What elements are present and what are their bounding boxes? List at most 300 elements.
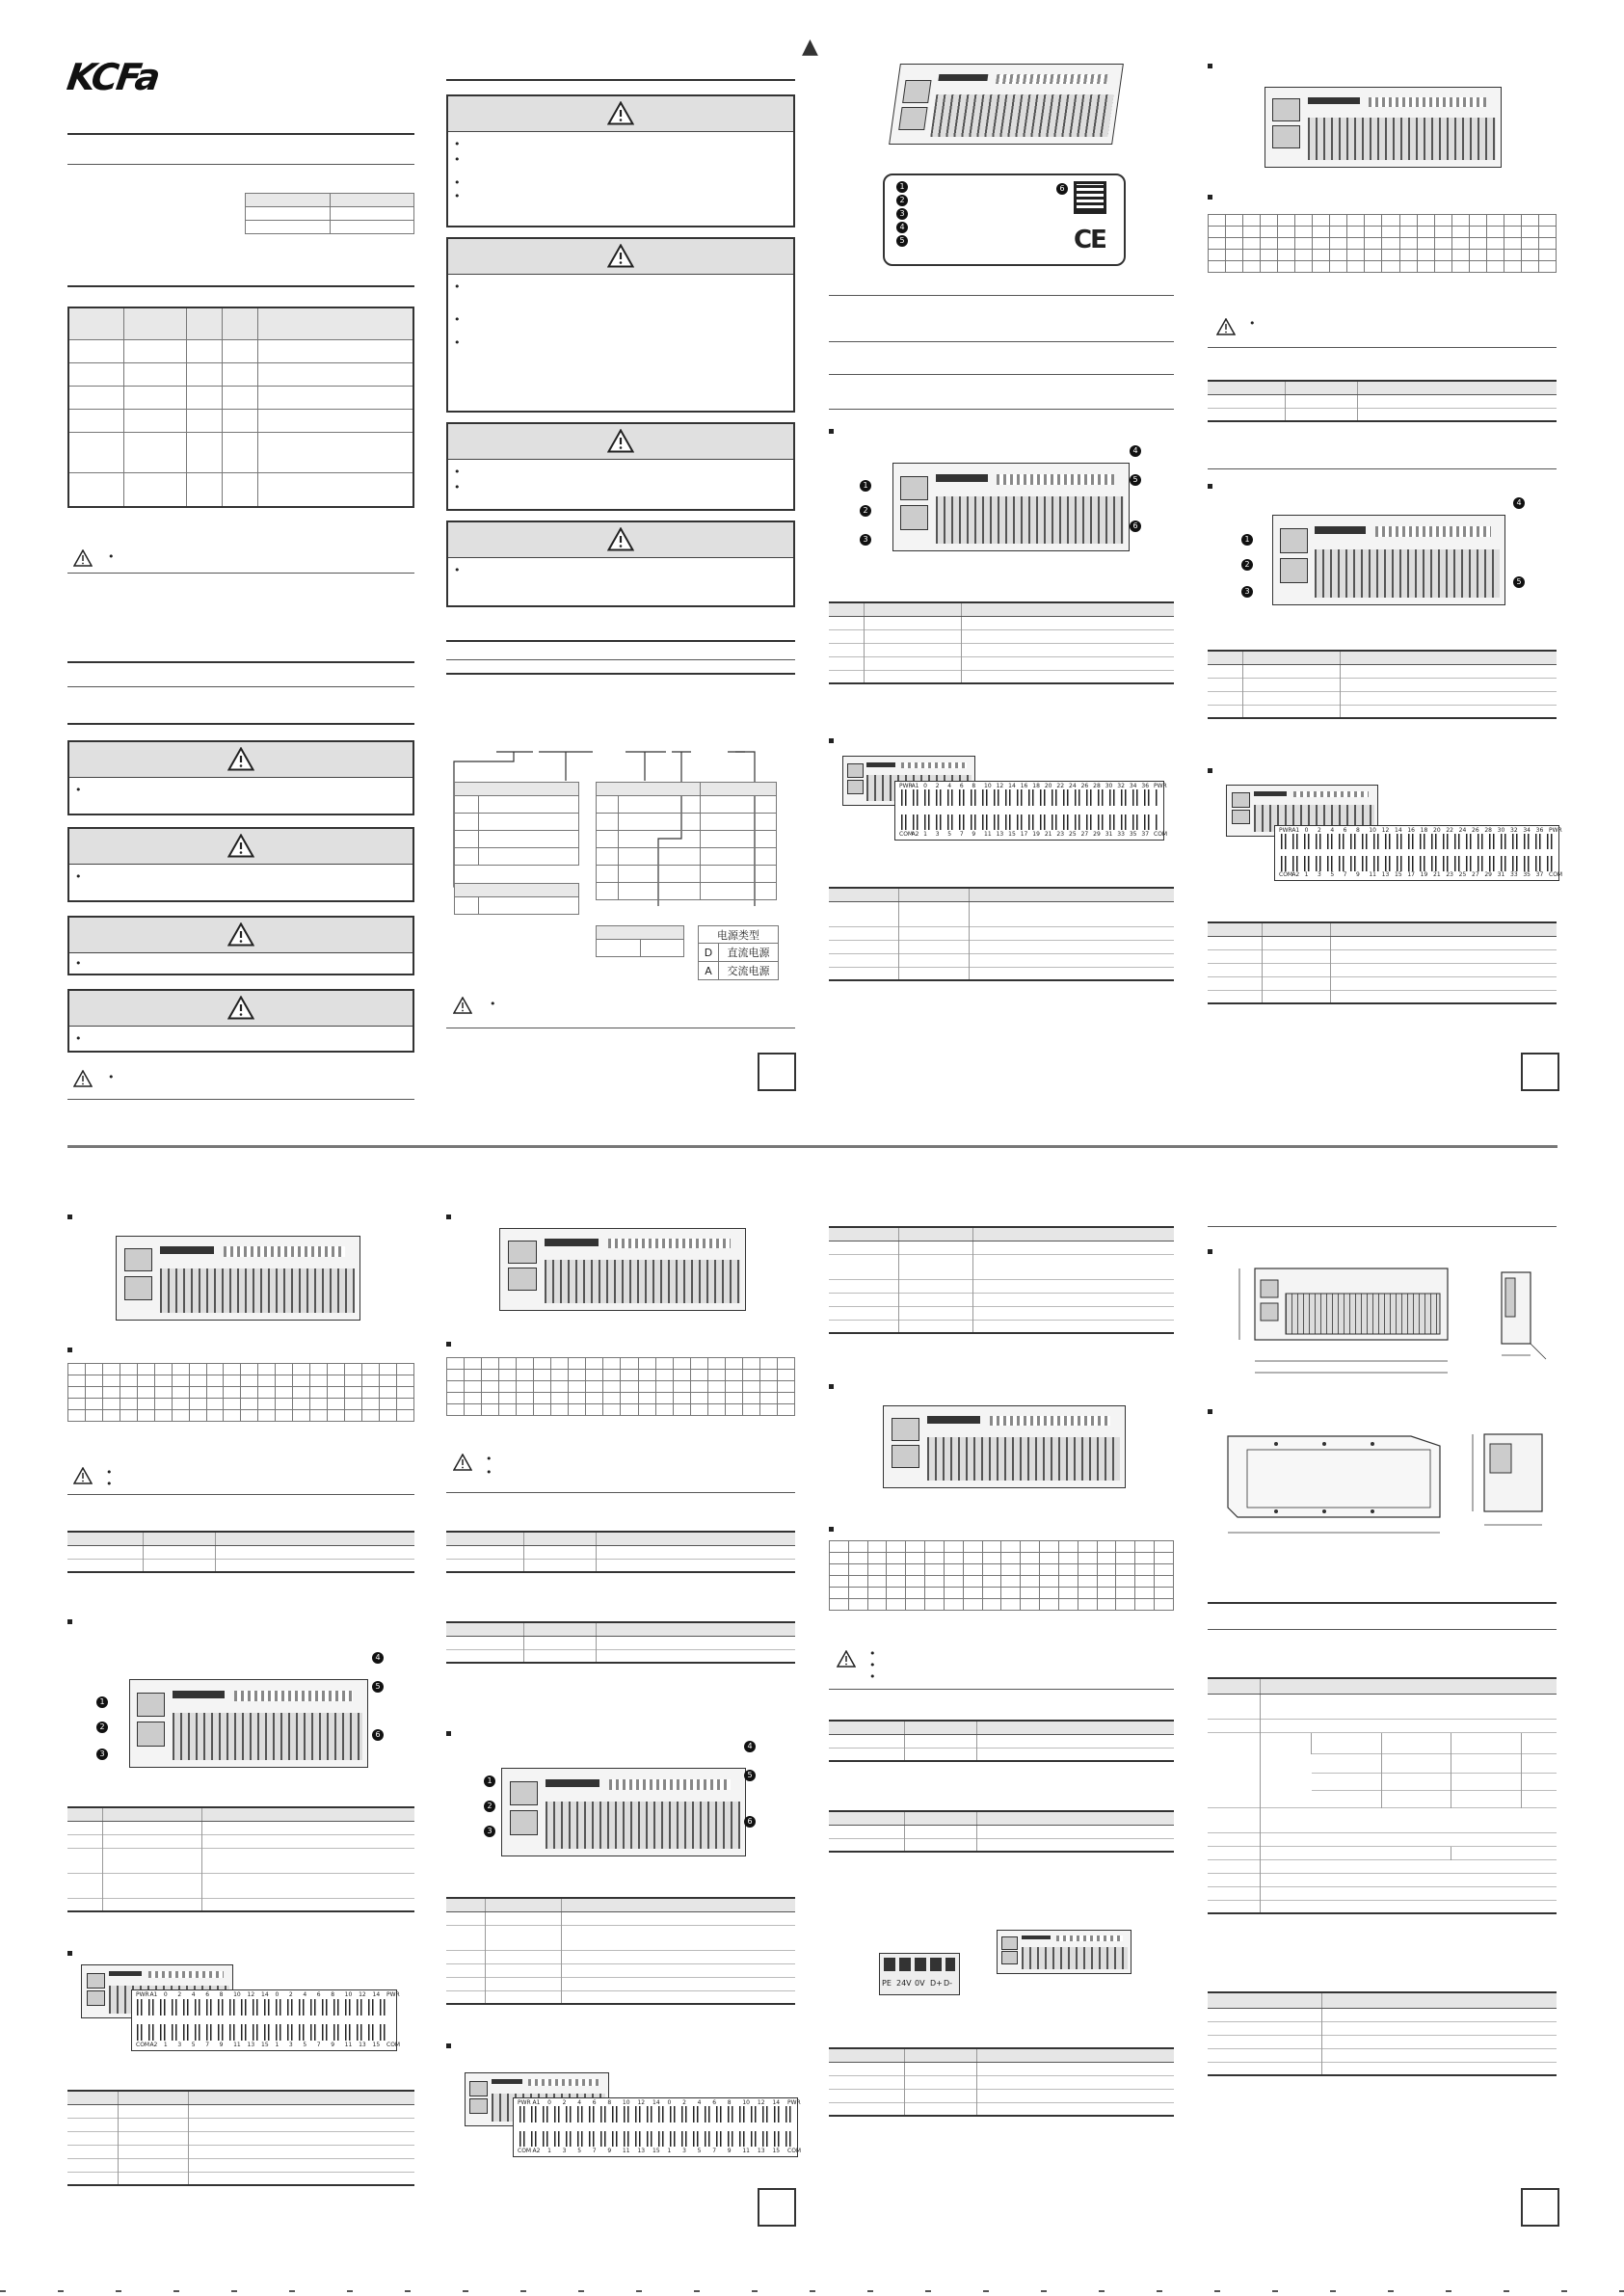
warning-box [67,989,414,1053]
callout-4: 4 [1513,497,1525,509]
power-type-header: 电源类型 [699,926,779,944]
warning-box [446,94,795,227]
terminal-label: 9 [1356,871,1360,878]
callout-3: 3 [1241,586,1253,598]
warning-box [67,827,414,902]
terminal-strip [1274,825,1563,881]
divider [67,1494,414,1495]
terminal-label: 36 [1141,783,1150,789]
terminal-label: 8 [1356,827,1360,834]
warning-icon [227,996,254,1020]
label-number: 4 [896,222,908,233]
terminal-label: 8 [607,2099,612,2106]
section-marker [67,1951,72,1956]
divider [829,374,1174,375]
callout-4: 4 [372,1652,384,1664]
brand-logo: KCFa [64,56,162,98]
terminal-label: 31 [1497,871,1505,878]
section-marker [829,1527,834,1532]
terminal-label: PWR [136,1991,149,1998]
label-number: 2 [896,195,908,206]
bullet: • [75,1032,82,1045]
bullet: • [454,280,461,293]
module-diagram [501,1768,746,1856]
terminal-label: 17 [1407,871,1415,878]
crop-marks [0,2290,1624,2292]
terminal-label: 6 [1343,827,1347,834]
model-table [829,1720,1174,1762]
header-marker: ▲ [802,35,818,59]
section-marker [1208,1249,1212,1254]
terminal-label: 22 [1056,783,1065,789]
terminal-label: COM [386,2042,401,2048]
terminal-label: 19 [1032,831,1040,838]
terminal-label: COM [136,2042,150,2048]
terminal-label: 12 [757,2099,765,2106]
terminal-label: 20 [1044,783,1052,789]
terminal-label: 7 [205,2042,210,2048]
pin-assignment-table [446,1357,795,1416]
terminal-label: 24 [1069,783,1077,789]
dimension-drawing-side [1492,1263,1556,1369]
terminal-label: 18 [1032,783,1040,789]
terminal-label: 5 [697,2148,702,2154]
warning-box [67,740,414,815]
terminal-label: 0 [923,783,927,789]
terminal-label: 3 [682,2148,686,2154]
caution-bullet: • [869,1647,876,1660]
dimension-drawing-side2 [1465,1425,1557,1540]
terminal-label: PWR [899,783,913,789]
connector-label: 0V [915,1979,925,1988]
terminal-label: 2 [288,1991,293,1998]
terminal-label: 17 [1020,831,1028,838]
section-marker [446,1342,451,1347]
terminal-label: 28 [1093,783,1101,789]
terminal-label: 16 [1407,827,1415,834]
page-number-box [1521,1053,1559,1091]
section-marker [67,1215,72,1219]
terminal-label: 32 [1117,783,1125,789]
divider [446,659,795,660]
warning-box [446,237,795,413]
accessory-table [1208,1991,1557,2076]
section-marker [829,1384,834,1389]
terminal-label: A2 [911,831,919,838]
terminal-label: 14 [372,1991,381,1998]
callout-5: 5 [744,1770,756,1781]
naming-table-points [596,782,777,900]
warning-box [446,521,795,607]
terminal-label: 25 [1458,871,1467,878]
terminal-label: COM [1279,871,1293,878]
terminal-label: 26 [1472,827,1479,834]
terminal-label: 6 [959,783,964,789]
terminal-label: COM [1549,871,1563,878]
terminal-label: 23 [1446,871,1453,878]
indicator-table [1208,650,1557,719]
section-marker [67,1348,72,1352]
bullet: • [454,138,461,150]
terminal-label: 4 [697,2099,702,2106]
section-marker [446,1731,451,1736]
terminal-label: A1 [911,783,919,789]
bullet: • [454,313,461,326]
terminal-label: 3 [935,831,940,838]
terminal-table [829,887,1174,981]
terminal-label: COM [518,2148,532,2154]
terminal-label: 7 [592,2148,597,2154]
terminal-label: 10 [984,783,992,789]
connector-label: D- [944,1979,953,1988]
divider [67,661,414,663]
divider [446,673,795,675]
label-number: 6 [1056,183,1068,195]
bullet: • [454,190,461,202]
terminal-label: 33 [1117,831,1125,838]
page-number-box [758,2188,796,2227]
terminal-label: 23 [1056,831,1065,838]
terminal-label: 24 [1458,827,1467,834]
section-marker [67,1619,72,1624]
module-diagram [1272,515,1505,605]
caution-icon [453,997,472,1014]
callout-6: 6 [372,1729,384,1741]
power-code: A [699,962,719,980]
caution-bullet: • [869,1670,876,1683]
terminal-label: 15 [372,2042,381,2048]
terminal-label: 4 [947,783,952,789]
divider [829,341,1174,342]
terminal-label: 6 [712,2099,717,2106]
terminal-label: 36 [1535,827,1544,834]
terminal-label: A1 [149,1991,158,1998]
terminal-label: 19 [1420,871,1428,878]
terminal-label: 2 [935,783,940,789]
terminal-table [1208,921,1557,1004]
callout-1: 1 [860,480,871,492]
callout-5: 5 [1513,576,1525,588]
terminal-label: 31 [1105,831,1113,838]
warning-icon [607,244,634,268]
terminal-table [67,2090,414,2186]
sheet-separator [67,1145,1557,1148]
terminal-label: 15 [261,2042,269,2048]
terminal-label: 32 [1510,827,1518,834]
terminal-label: 9 [972,831,976,838]
terminal-label: 11 [742,2148,750,2154]
terminal-label: 11 [622,2148,630,2154]
terminal-label: 3 [288,2042,293,2048]
caution-bullet: • [486,1466,493,1479]
terminal-label: 6 [592,2099,597,2106]
terminal-label: 12 [1381,827,1390,834]
terminal-label: 14 [261,1991,269,1998]
label-number: 5 [896,235,908,247]
terminal-label: 3 [177,2042,182,2048]
terminal-label: 0 [163,1991,168,1998]
bullet: • [454,481,461,494]
section-marker [1208,1409,1212,1414]
terminal-label: PWR [787,2099,801,2106]
warning-icon [227,922,254,947]
terminal-label: 12 [359,1991,366,1998]
label-number: 1 [896,181,908,193]
ce-mark: CE [1074,226,1105,254]
caution-bullet: • [490,998,496,1010]
indicator-table [446,1897,795,2005]
terminal-label: 12 [637,2099,646,2106]
terminal-label: 7 [1343,871,1347,878]
terminal-label: 4 [1330,827,1335,834]
terminal-label: 27 [1080,831,1089,838]
spec-table [67,307,414,508]
terminal-label: 11 [1369,871,1376,878]
terminal-label: PWR [518,2099,531,2106]
section-marker [1208,768,1212,773]
caution-bullet: • [106,1478,113,1490]
bullet: • [75,784,82,796]
power-code: D [699,944,719,962]
model-table [1208,380,1557,422]
terminal-label: 0 [547,2099,551,2106]
terminal-label: 15 [1395,871,1402,878]
terminal-label: 13 [359,2042,366,2048]
terminal-label: 12 [996,783,1004,789]
terminal-label: 8 [331,1991,335,1998]
terminal-label: 0 [667,2099,672,2106]
dimension-drawing-top [1218,1425,1461,1544]
module-diagram [1265,87,1502,168]
section-marker [829,429,834,434]
terminal-label: 14 [1395,827,1402,834]
connector-label: PE [882,1979,892,1988]
terminal-label: 0 [1304,827,1309,834]
terminal-label: COM [1154,831,1168,838]
terminal-label: 11 [984,831,992,838]
callout-1: 1 [96,1696,108,1708]
warning-icon [227,747,254,771]
callout-4: 4 [1130,445,1141,457]
model-table [446,1621,795,1664]
terminal-label: 13 [757,2148,765,2154]
terminal-label: 13 [1381,871,1390,878]
caution-bullet: • [869,1659,876,1671]
bullet: • [75,957,82,970]
page-number-box [758,1053,796,1091]
terminal-label: 10 [233,1991,241,1998]
terminal-label: 5 [947,831,952,838]
bullet: • [454,176,461,189]
terminal-strip [513,2097,802,2157]
qr-code-icon [1074,181,1106,214]
caution-bullet: • [108,1071,115,1083]
terminal-label: 27 [1472,871,1479,878]
section-marker [1208,484,1212,489]
callout-1: 1 [1241,534,1253,546]
terminal-label: 16 [1020,783,1028,789]
label-number: 3 [896,208,908,220]
terminal-label: 0 [275,1991,280,1998]
terminal-label: 2 [177,1991,182,1998]
power-label: 交流电源 [719,962,779,980]
terminal-label: 12 [247,1991,255,1998]
terminal-label: 7 [316,2042,321,2048]
terminal-label: 1 [923,831,927,838]
terminal-label: 1 [667,2148,672,2154]
terminal-label: 7 [712,2148,717,2154]
connector-label: D+ [930,1979,943,1988]
terminal-label: 2 [1318,827,1321,834]
terminal-label: 25 [1069,831,1077,838]
terminal-label: 8 [727,2099,732,2106]
callout-3: 3 [860,534,871,546]
pin-assignment-table [1208,214,1557,273]
general-spec-table [1208,1677,1557,1914]
callout-2: 2 [96,1722,108,1733]
terminal-label: 15 [772,2148,781,2154]
terminal-label: 21 [1433,871,1441,878]
divider [1208,1602,1557,1604]
caution-icon [837,1650,856,1668]
section-marker [1208,64,1212,68]
terminal-strip [131,1989,401,2051]
dimension-drawing-front [1216,1259,1461,1380]
section-marker [1208,195,1212,200]
terminal-label: 22 [1446,827,1453,834]
module-diagram [116,1236,360,1321]
terminal-label: 30 [1497,827,1505,834]
terminal-label: 9 [331,2042,335,2048]
divider [1208,1629,1557,1630]
caution-bullet: • [106,1466,113,1479]
terminal-label: 18 [1420,827,1428,834]
terminal-label: 4 [303,1991,307,1998]
terminal-label: 37 [1535,871,1544,878]
terminal-label: 7 [959,831,964,838]
terminal-label: 2 [562,2099,567,2106]
divider [1208,468,1557,469]
divider [829,409,1174,410]
module-diagram-small [997,1930,1131,1974]
page-number-box [1521,2188,1559,2227]
indicator-table [829,601,1174,684]
caution-icon [73,1070,93,1087]
caution-icon [453,1454,472,1471]
terminal-label: 15 [652,2148,660,2154]
divider [67,164,414,165]
model-table [67,1531,414,1573]
terminal-label: 3 [1318,871,1321,878]
callout-2: 2 [484,1801,495,1812]
caution-icon [73,549,93,567]
caution-icon [1216,318,1236,335]
callout-1: 1 [484,1775,495,1787]
divider [829,1689,1174,1690]
warning-icon [607,429,634,453]
terminal-label: 14 [1008,783,1016,789]
divider [1208,1226,1557,1227]
product-photo [889,64,1124,145]
bullet: • [454,336,461,349]
section-marker [446,2043,451,2048]
terminal-label: 1 [163,2042,168,2048]
terminal-label: 11 [233,2042,241,2048]
terminal-label: COM [899,831,914,838]
callout-5: 5 [1130,474,1141,486]
pin-assignment-table [67,1363,414,1422]
terminal-label: 35 [1523,871,1531,878]
terminal-label: 10 [622,2099,630,2106]
warning-icon [607,527,634,551]
terminal-label: 5 [577,2148,582,2154]
naming-table-series [454,782,579,866]
divider [446,1492,795,1493]
terminal-label: 5 [303,2042,307,2048]
terminal-label: 10 [1369,827,1376,834]
terminal-label: 30 [1105,783,1113,789]
model-table [829,1810,1174,1853]
version-table [245,193,414,234]
bullet: • [454,564,461,576]
divider [67,1099,414,1100]
terminal-strip [894,781,1168,841]
divider [67,573,414,574]
terminal-label: 10 [344,1991,353,1998]
terminal-label: 37 [1141,831,1150,838]
terminal-label: COM [787,2148,802,2154]
terminal-label: 3 [562,2148,567,2154]
power-type-table [698,925,779,980]
terminal-label: A2 [149,2042,158,2048]
terminal-label: 1 [1304,871,1309,878]
bullet: • [75,870,82,883]
terminal-label: 8 [219,1991,224,1998]
model-table [446,1531,795,1573]
terminal-label: 35 [1129,831,1137,838]
terminal-label: 4 [577,2099,582,2106]
naming-table-terminal [596,925,684,957]
callout-5: 5 [372,1681,384,1693]
terminal-label: 11 [344,2042,353,2048]
warning-icon [607,101,634,125]
terminal-label: PWR [1549,827,1562,834]
warning-icon [227,834,254,858]
caution-bullet: • [108,550,115,563]
callout-2: 2 [860,505,871,517]
terminal-label: 29 [1484,871,1492,878]
terminal-label: 26 [1080,783,1089,789]
terminal-label: 1 [547,2148,551,2154]
product-label-card [883,174,1126,266]
pin-assignment-table [829,1540,1174,1611]
terminal-label: A1 [532,2099,541,2106]
terminal-label: 9 [607,2148,612,2154]
terminal-label: PWR [386,1991,400,1998]
terminal-label: 21 [1044,831,1052,838]
section-marker [829,738,834,743]
divider [67,285,414,287]
terminal-label: PWR [1279,827,1292,834]
terminal-label: 9 [219,2042,224,2048]
bullet: • [454,153,461,166]
power-connector [879,1953,960,1995]
terminal-label: A1 [1291,827,1300,834]
callout-2: 2 [1241,559,1253,571]
terminal-label: 15 [1008,831,1016,838]
divider [67,723,414,725]
terminal-label: 9 [727,2148,732,2154]
